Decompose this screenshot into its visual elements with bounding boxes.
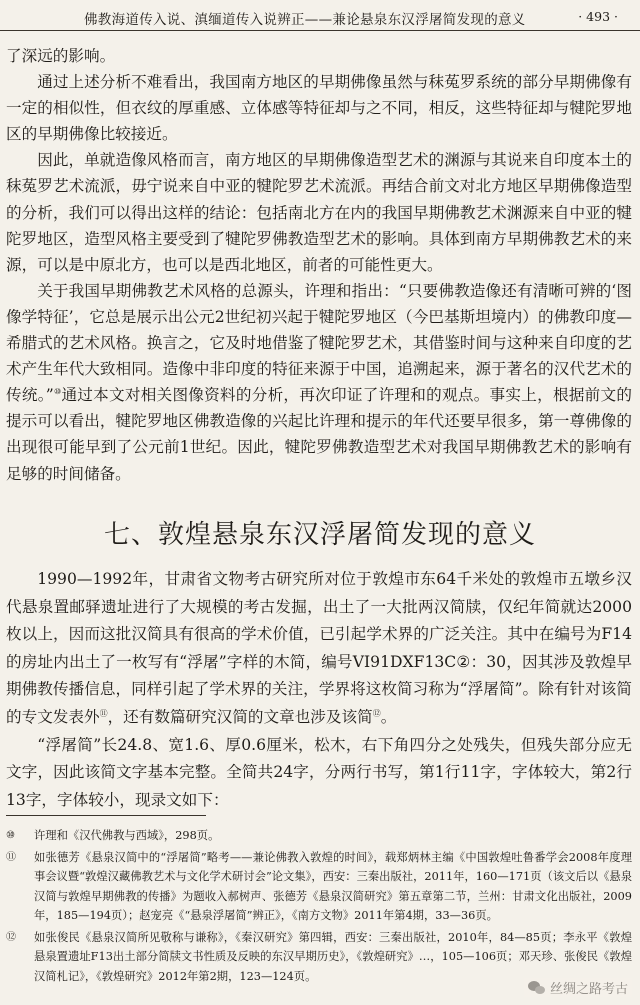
section-heading: 七、敦煌悬泉东汉浮屠简发现的意义 bbox=[103, 520, 536, 550]
excavation-text-end: 。 bbox=[380, 707, 397, 726]
wechat-icon bbox=[528, 981, 546, 995]
footnote-text: 如张俊民《悬泉汉简所见敬称与谦称》，《秦汉研究》第四辑，西安：三秦出版社，2010年，84—85页；李永平《敦煌悬泉置遗址F13出土部分简牍文书性质及反映的东汉早期历史》，《敦煌研究》…，105—106页；邓天珍、张俊民《敦煌汉简札记》，《敦煌研究》2012年第2期，123—124页。 bbox=[34, 930, 632, 983]
paragraph-analysis: 通过上述分析不难看出，我国南方地区的早期佛像虽然与秣菟罗系统的部分早期佛像有一定的相似性，但衣纹的厚重感、立体感等特征却与之不同，相反，这些特征却与犍陀罗地区的早期佛像比较接近。 bbox=[6, 73, 632, 144]
running-title: 佛教海道传入说、滇缅道传入说辨正——兼论悬泉东汉浮屠简发现的意义 bbox=[84, 12, 526, 28]
footnote-divider bbox=[6, 815, 206, 816]
paragraph-continued: 了深远的影响。 bbox=[6, 47, 116, 65]
watermark bbox=[524, 978, 632, 997]
excavation-text-cont: ，还有数篇研究汉简的文章也涉及该简 bbox=[107, 707, 373, 726]
footnote-text: 如张德芳《悬泉汉简中的“浮屠简”略考——兼论佛教入敦煌的时间》，载郑炳林主编《中国敦煌吐鲁番学会2008年度理事会议暨“敦煌汉藏佛教艺术与文化学术研讨会”论文集》，西安：三秦出版社，2011年，160—171页（该文后以《悬泉汉简与敦煌早期佛教的传播》为题收入郝树声、张德芳《悬泉汉简研究》第五章第二节，兰州：甘肃文化出版社，2009年，185—194页）；赵宠亮《“悬泉浮屠简”辨正》，《南方文物》2011年第4期，33—36页。 bbox=[34, 850, 632, 922]
paragraph-zurcher bbox=[6, 278, 632, 487]
paragraph-conclusion: 因此，单就造像风格而言，南方地区的早期佛像造型艺术的渊源与其说来自印度本土的秣菟罗艺术流派，毋宁说来自中亚的犍陀罗艺术流派。再结合前文对北方地区早期佛像造型的分析，我们可以得出这样的结论：包括南北方在内的我国早期佛教艺术渊源来自中亚的犍陀罗地区，造型风格主要受到了犍陀罗佛教造型艺术的影响。具体到南方早期佛教艺术的来源，可以是中原北方，也可以是西北地区，前者的可能性更大。 bbox=[6, 151, 632, 274]
footnotes bbox=[6, 826, 632, 988]
footnote bbox=[6, 848, 632, 926]
footnote-mark: ⑪ bbox=[6, 851, 16, 863]
footnote bbox=[6, 826, 632, 846]
body-text bbox=[6, 43, 632, 487]
note-ref-12[interactable]: ⑫ bbox=[372, 708, 381, 718]
zurcher-comment: 通过本文对相关图像资料的分析，再次印证了许理和的观点。事实上，根据前文的提示可以看出，犍陀罗地区佛教造像的兴起比许理和提示的年代还要早很多，第一尊佛像的出现很可能早到了公元前1世纪。因此，犍陀罗佛教造型艺术对我国早期佛教艺术的影响有足够的时间储备。 bbox=[6, 386, 632, 483]
note-ref-10[interactable]: ⑩ bbox=[53, 387, 62, 397]
excavation-text: 1990—1992年，甘肃省文物考古研究所对位于敦煌市东64千米处的敦煌市五墩乡汉代悬泉置邮驿遗址进行了大规模的考古发掘，出土了一大批两汉简牍，仅纪年简就达2000枚以上，因而这批汉简具有很高的学术价值，已引起学术界的广泛关注。其中在编号为F14的房址内出土了一枚写有“浮屠”字样的木简，编号VI91DXF13C②：30，因其涉及敦煌早期佛教传播信息，同样引起了学术界的关注，学界将这枚简习称为“浮屠简”。除有针对该简的专文发表外 bbox=[6, 570, 632, 726]
note-ref-11[interactable]: ⑪ bbox=[99, 708, 108, 718]
section-body bbox=[6, 566, 632, 814]
page-header bbox=[0, 0, 640, 31]
footnote-mark: ⑩ bbox=[6, 830, 15, 841]
page-number: · 493 · bbox=[578, 9, 618, 24]
footnote-mark: ⑫ bbox=[6, 931, 16, 943]
paragraph-slip-description: “浮屠简”长24.8、宽1.6、厚0.6厘米，松木，右下角四分之处残失，但残失部分应无文字，因此该简文字基本完整。全简共24字，分两行书写，第1行11字，字体较大，第2行13字，字体较小，现录文如下： bbox=[6, 735, 632, 809]
paragraph-excavation bbox=[6, 566, 632, 732]
zurcher-quote: 关于我国早期佛教艺术风格的总源头，许理和指出：“只要佛教造像还有清晰可辨的‘图像学特征’，它总是展示出公元2世纪初兴起于犍陀罗地区（今巴基斯坦境内）的佛教印度—希腊式的艺术风格。换言之，它及时地借鉴了犍陀罗艺术，其借鉴时间与这种来自印度的艺术产生年代大致相同。造像中非印度的特征来源于中国，追溯起来，源于著名的汉代艺术的传统。” bbox=[6, 281, 632, 405]
watermark-text: 丝绸之路考古 bbox=[549, 982, 628, 997]
footnote-text: 许理和《汉代佛教与西域》，298页。 bbox=[34, 829, 220, 842]
